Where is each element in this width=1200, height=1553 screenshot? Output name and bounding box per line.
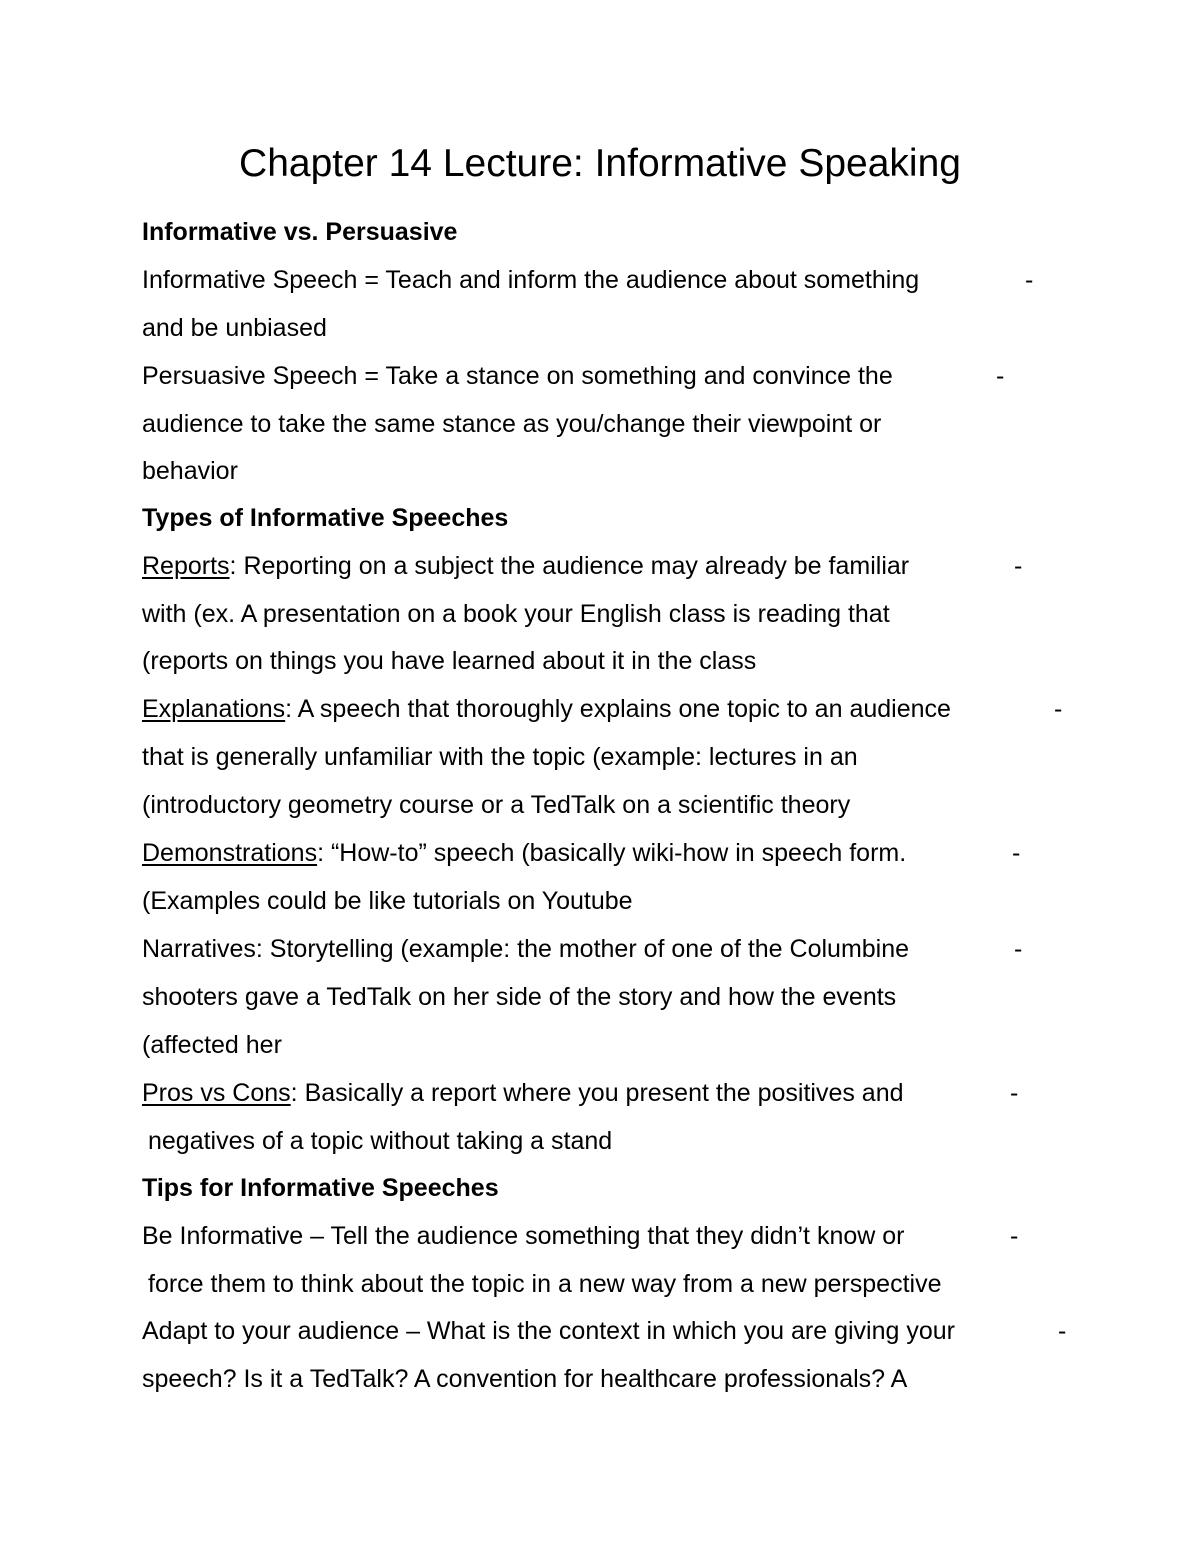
tip-adapt-audience-line-1: Adapt to your audience – What is the context in which you are giving your [142,1317,955,1345]
demonstrations-label: Demonstrations [142,839,318,867]
bullet-dash: - [1014,935,1023,963]
tip-be-informative-line-1: Be Informative – Tell the audience something that they didn’t know or [142,1222,905,1250]
explanations-text: : A speech that thoroughly explains one topic to an audience [285,695,951,723]
bullet-dash: - [996,362,1005,390]
explanations-line-3: (introductory geometry course or a TedTalk on a scientific theory [142,791,851,819]
bullet-dash: - [1058,1317,1067,1345]
demonstrations-text: : “How-to” speech (basically wiki-how in speech form. [317,839,907,867]
pros-cons-line-2: negatives of a topic without taking a stand [148,1127,613,1155]
pros-cons-label: Pros vs Cons [142,1079,291,1107]
explanations-line-1 [142,693,951,725]
section-heading-tips: Tips for Informative Speeches [142,1174,499,1202]
page-title: Chapter 14 Lecture: Informative Speaking [239,142,961,185]
pros-cons-line-1 [142,1077,904,1109]
demonstrations-line-2: (Examples could be like tutorials on Youtube [142,887,633,915]
persuasive-speech-line-2: audience to take the same stance as you/change their viewpoint or [142,410,882,438]
bullet-dash: - [1010,1079,1019,1107]
narratives-line-1: Narratives: Storytelling (example: the mother of one of the Columbine [142,935,910,963]
reports-label: Reports [142,552,230,580]
narratives-line-2: shooters gave a TedTalk on her side of the story and how the events [142,983,897,1011]
tip-adapt-audience-line-2: speech? Is it a TedTalk? A convention for healthcare professionals? A [142,1365,908,1393]
bullet-dash: - [1014,552,1023,580]
bullet-dash: - [1054,695,1063,723]
section-heading-informative-vs-persuasive: Informative vs. Persuasive [142,218,458,246]
explanations-line-2: that is generally unfamiliar with the topic (example: lectures in an [142,743,858,771]
reports-text: : Reporting on a subject the audience may already be familiar [229,552,910,580]
explanations-label: Explanations [142,695,286,723]
narratives-line-3: (affected her [142,1031,282,1059]
bullet-dash: - [1010,1222,1019,1250]
informative-speech-line-1: Informative Speech = Teach and inform the audience about something [142,266,920,294]
pros-cons-text: : Basically a report where you present the positives and [290,1079,904,1107]
informative-speech-line-2: and be unbiased [142,314,327,342]
reports-line-1 [142,550,909,582]
persuasive-speech-line-1: Persuasive Speech = Take a stance on something and convince the [142,362,893,390]
demonstrations-line-1 [142,837,906,869]
section-heading-types: Types of Informative Speeches [142,504,509,532]
bullet-dash: - [1012,839,1021,867]
persuasive-speech-line-3: behavior [142,457,238,485]
reports-line-3: (reports on things you have learned about it in the class [142,647,757,675]
tip-be-informative-line-2: force them to think about the topic in a new way from a new perspective [148,1270,942,1298]
bullet-dash: - [1025,266,1034,294]
reports-line-2: with (ex. A presentation on a book your English class is reading that [142,600,890,628]
